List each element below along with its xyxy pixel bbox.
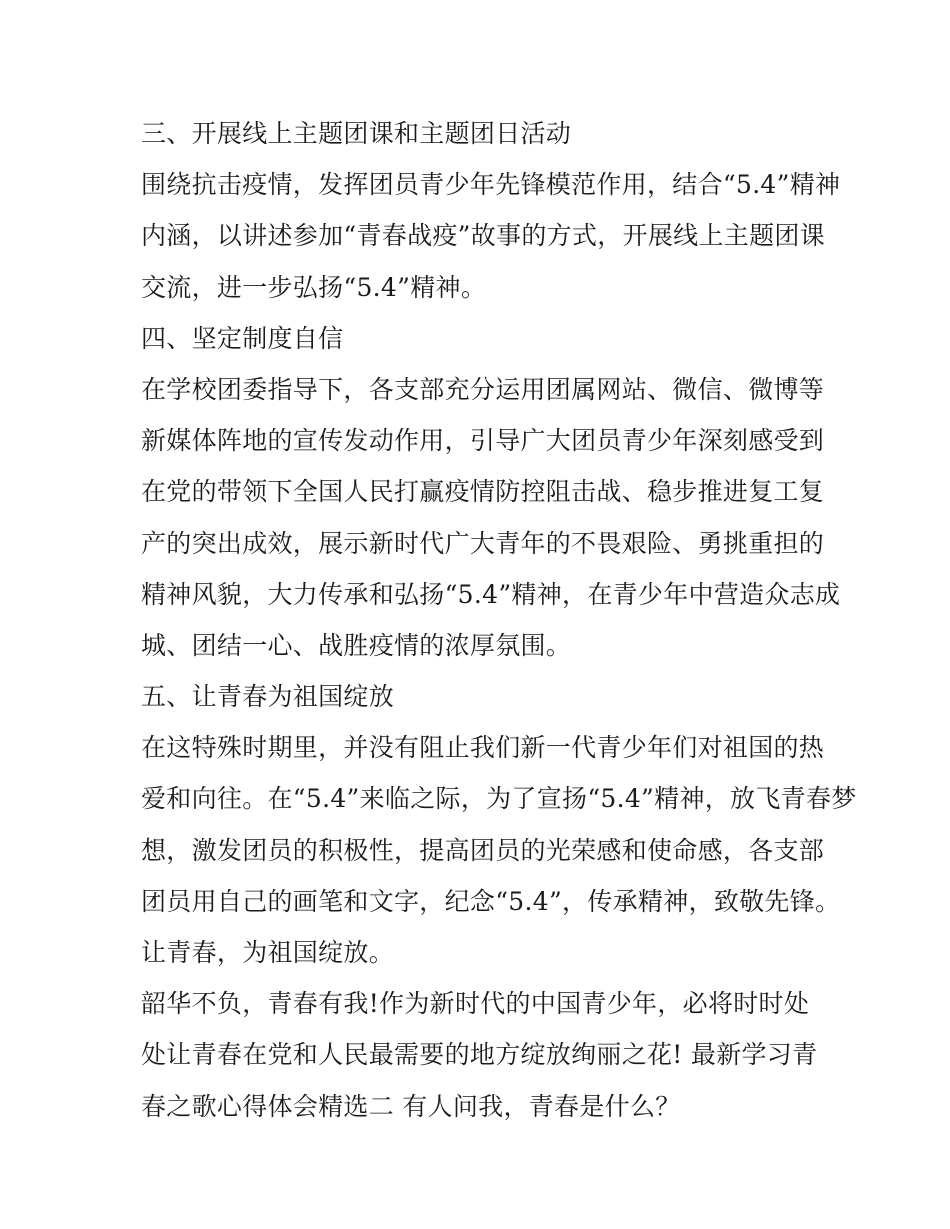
paragraph-line: 团员用自己的画笔和文字，纪念“5.4”，传承精神，致敬先锋。 [141,886,841,916]
paragraph-line: 在党的带领下全国人民打赢疫情防控阻击战、稳步推进复工复 [141,477,825,507]
paragraph-line: 在这特殊时期里，并没有阻止我们新一代青少年们对祖国的热 [141,733,825,763]
heading-section-4: 四、坚定制度自信 [141,323,344,353]
paragraph-line: 产的突出成效，展示新时代广大青年的不畏艰险、勇挑重担的 [141,528,825,558]
paragraph-line: 处让青春在党和人民最需要的地方绽放绚丽之花! 最新学习青 [141,1040,818,1070]
paragraph-line: 新媒体阵地的宣传发动作用，引导广大团员青少年深刻感受到 [141,426,825,456]
paragraph-line: 韶华不负，青春有我!作为新时代的中国青少年，必将时时处 [141,989,810,1019]
paragraph-line: 城、团结一心、战胜疫情的浓厚氛围。 [141,630,572,660]
heading-section-3: 三、开展线上主题团课和主题团日活动 [141,119,572,148]
paragraph-line: 交流，进一步弘扬“5.4”精神。 [141,272,487,302]
paragraph-line: 想，激发团员的积极性，提高团员的光荣感和使命感，各支部 [141,835,825,865]
paragraph-line: 在学校团委指导下，各支部充分运用团属网站、微信、微博等 [141,374,825,404]
paragraph-line: 围绕抗击疫情，发挥团员青少年先锋模范作用，结合“5.4”精神 [141,170,841,200]
paragraph-line: 春之歌心得体会精选二 有人问我，青春是什么？ [141,1091,681,1121]
paragraph-line: 爱和向往。在“5.4”来临之际，为了宣扬“5.4”精神，放飞青春梦 [141,784,857,814]
paragraph-line: 内涵，以讲述参加“青春战疫”故事的方式，开展线上主题团课 [141,221,825,251]
paragraph-line: 让青春，为祖国绽放。 [141,938,395,967]
paragraph-line: 精神风貌，大力传承和弘扬“5.4”精神，在青少年中营造众志成 [141,579,841,609]
heading-section-5: 五、让青春为祖国绽放 [141,682,395,712]
document-body [141,108,857,1132]
